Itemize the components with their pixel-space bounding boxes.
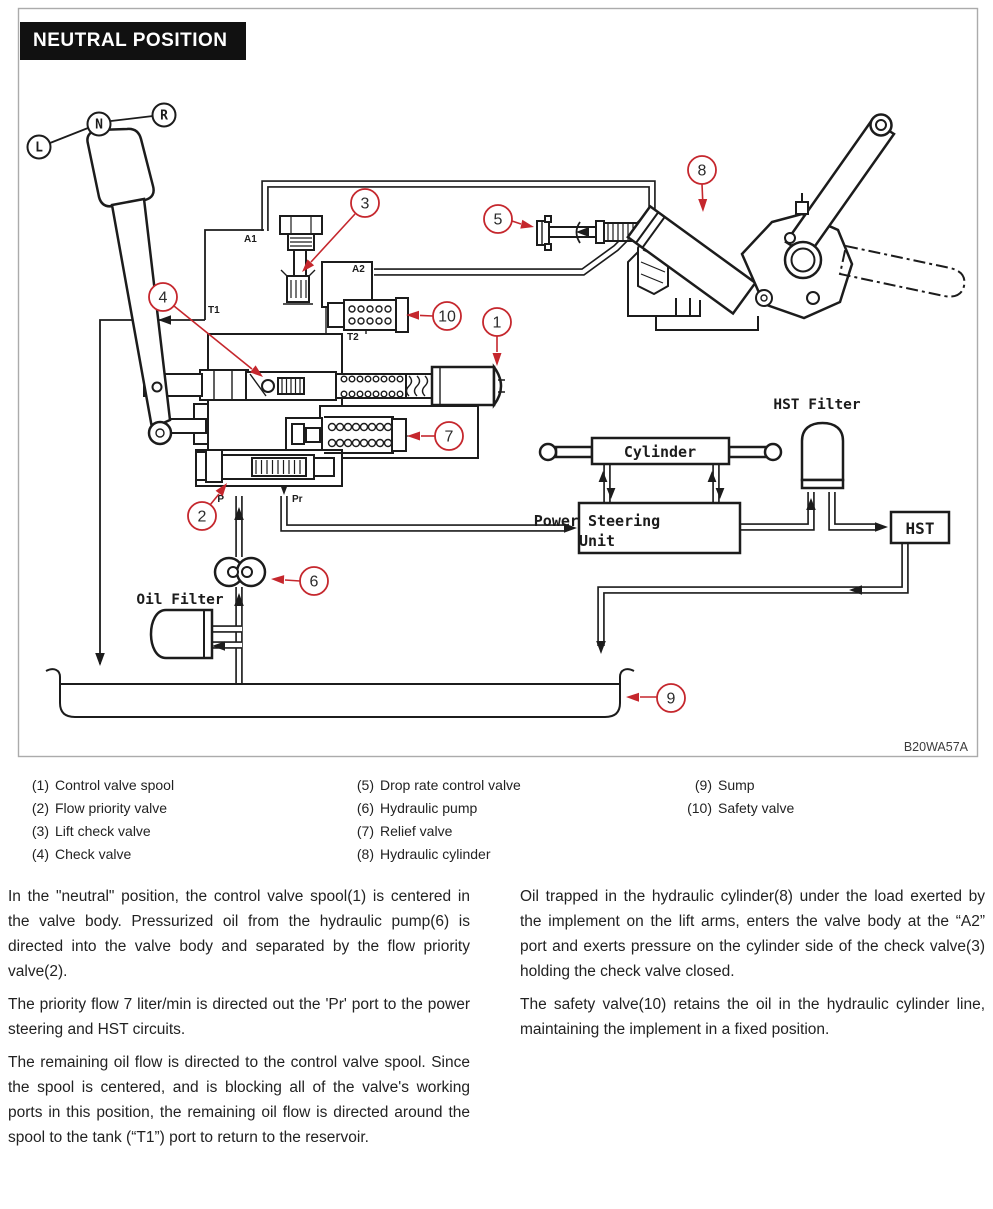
legend-item: (2) Flow priority valve xyxy=(31,800,168,816)
power-steering-label-1: Power Steering xyxy=(533,512,661,530)
lift-check-valve xyxy=(280,216,322,304)
callout-8 xyxy=(688,156,716,212)
pipe-psu-to-hst-filter xyxy=(739,492,811,527)
legend-item: (3) Lift check valve xyxy=(31,823,151,839)
figure-code: B20WA57A xyxy=(903,740,968,754)
legend-item: (1) Control valve spool xyxy=(31,777,175,793)
paragraph: The safety valve(10) retains the oil in the hydraulic cylinder line, maintaining the implement in a fixed position. xyxy=(520,996,985,1038)
sump xyxy=(46,669,634,717)
power-steering-unit-box xyxy=(534,503,740,553)
callout-6 xyxy=(271,567,328,595)
lever-position-l: L xyxy=(35,140,43,156)
description-left-column xyxy=(8,884,470,1158)
svg-text:2: 2 xyxy=(197,508,207,526)
legend-item: (9) Sump xyxy=(694,777,755,793)
cylinder-label: Cylinder xyxy=(623,443,697,461)
pipe-pr-to-power-steering xyxy=(284,496,566,528)
hst-label: HST xyxy=(905,519,935,538)
description-right-column xyxy=(520,884,985,1050)
legend-item: (4) Check valve xyxy=(31,846,132,862)
callout-1 xyxy=(483,308,511,366)
hydraulic-cylinder-assembly xyxy=(628,115,965,331)
check-valve-ball xyxy=(262,380,274,392)
position-control-lever xyxy=(28,104,207,445)
legend-item: (10) Safety valve xyxy=(687,800,795,816)
svg-text:1: 1 xyxy=(492,314,502,332)
port-label-a1: A1 xyxy=(244,234,257,245)
lever-grip xyxy=(87,129,153,206)
svg-text:3: 3 xyxy=(360,195,370,213)
svg-text:10: 10 xyxy=(438,308,456,326)
svg-text:6: 6 xyxy=(309,573,319,591)
hst-filter-label: HST Filter xyxy=(773,397,861,413)
svg-text:5: 5 xyxy=(493,211,503,229)
hydraulic-pump xyxy=(215,558,265,586)
legend-column-2 xyxy=(350,774,521,866)
legend-item: (5) Drop rate control valve xyxy=(356,777,521,793)
paragraph: Oil trapped in the hydraulic cylinder(8) under the load exerted by the implement on the lift arms, enters the valve body at the “A2” port and exerts pressure on the cylinder side of the check valve(3) holding the check valve closed. xyxy=(520,888,985,980)
phantom-lift-arm xyxy=(840,246,964,297)
control-valve-assembly xyxy=(176,216,505,505)
legend-column-3 xyxy=(680,774,794,820)
pipe-filter-to-hst xyxy=(832,492,877,527)
oil-filter-label: Oil Filter xyxy=(136,592,224,608)
lever-position-n: N xyxy=(95,117,103,133)
safety-valve xyxy=(328,298,408,332)
legend-item: (6) Hydraulic pump xyxy=(356,800,478,816)
svg-text:9: 9 xyxy=(666,690,676,708)
legend-column-1 xyxy=(25,774,174,866)
port-label-t1: T1 xyxy=(208,305,220,316)
oil-filter xyxy=(136,592,224,658)
svg-text:7: 7 xyxy=(444,428,454,446)
steering-cylinder-box xyxy=(540,438,781,464)
port-label-a2: A2 xyxy=(352,264,365,275)
lever-shaft xyxy=(112,199,170,428)
lever-position-r: R xyxy=(160,108,168,124)
hst-box xyxy=(891,512,949,543)
callout-5 xyxy=(484,205,534,233)
hst-filter xyxy=(773,397,861,488)
svg-text:8: 8 xyxy=(697,162,707,180)
legend-item: (7) Relief valve xyxy=(356,823,453,839)
paragraph: The priority flow 7 liter/min is directed out the 'Pr' port to the power steering and HST circuits. xyxy=(8,996,470,1038)
paragraph: The remaining oil flow is directed to the control valve spool. Since the spool is centered, and is blocking all of the valve's working ports in this position, the remaining oil flow is directed around the spool to the tank (“T1”) port to return to the reservoir. xyxy=(8,1054,470,1146)
power-steering-label-2: Unit xyxy=(578,532,616,550)
paragraph: In the "neutral" position, the control valve spool(1) is centered in the valve body. Pressurized oil from the hydraulic pump(6) is directed into the valve body and separated by the flow priority valve(2). xyxy=(8,888,470,980)
callout-2 xyxy=(188,483,227,530)
pipe-hst-return xyxy=(601,544,905,646)
port-label-p: P xyxy=(217,494,224,505)
port-label-t2: T2 xyxy=(347,332,359,343)
callout-10 xyxy=(406,302,461,330)
svg-text:4: 4 xyxy=(158,289,168,307)
section-title: NEUTRAL POSITION xyxy=(20,22,246,60)
callout-9 xyxy=(626,684,685,712)
legend-item: (8) Hydraulic cylinder xyxy=(356,846,491,862)
port-label-pr: Pr xyxy=(292,494,303,505)
